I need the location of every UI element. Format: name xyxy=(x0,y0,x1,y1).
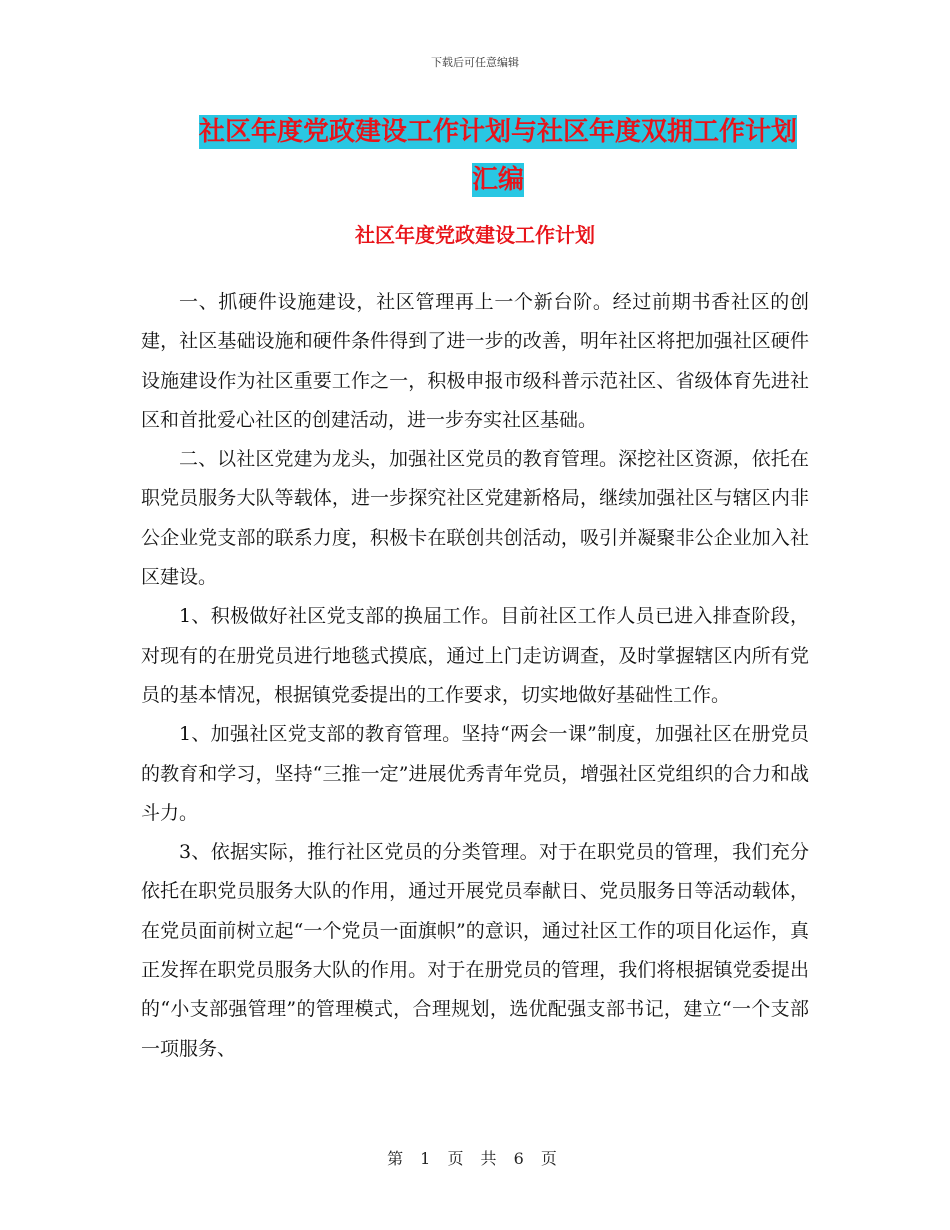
paragraph: 一、抓硬件设施建设，社区管理再上一个新台阶。经过前期书香社区的创建，社区基础设施和硬件条件得到了进一步的改善，明年社区将把加强社区硬件设施建设作为社区重要工作之一，积极申报市级科普示范社区、省级体育先进社区和首批爱心社区的创建活动，进一步夯实社区基础。 xyxy=(141,291,809,431)
document-title xyxy=(188,108,808,204)
paragraph: 3、依据实际，推行社区党员的分类管理。对于在职党员的管理，我们充分依托在职党员服务大队的作用，通过开展党员奉献日、党员服务日等活动载体，在党员面前树立起“一个党员一面旗帜”的意识，通过社区工作的项目化运作，真正发挥在职党员服务大队的作用。对于在册党员的管理，我们将根据镇党委提出的“小支部强管理”的管理模式，合理规划，选优配强支部书记，建立“一个支部一项服务、 xyxy=(141,841,809,1060)
paragraph: 1、加强社区党支部的教育管理。坚持“两会一课”制度，加强社区在册党员的教育和学习，坚持“三推一定”进展优秀青年党员，增强社区党组织的合力和战斗力。 xyxy=(141,723,809,824)
section-title: 社区年度党政建设工作计划 xyxy=(355,223,595,247)
paragraph: 1、积极做好社区党支部的换届工作。目前社区工作人员已进入排查阶段，对现有的在册党员进行地毯式摸底，通过上门走访调查，及时掌握辖区内所有党员的基本情况，根据镇党委提出的工作要求，切实地做好基础性工作。 xyxy=(141,605,809,706)
document-title-text: 社区年度党政建设工作计划与社区年度双拥工作计划汇编 xyxy=(198,117,797,195)
body-text xyxy=(141,283,809,1069)
paragraph: 二、以社区党建为龙头，加强社区党员的教育管理。深挖社区资源，依托在职党员服务大队等载体，进一步探究社区党建新格局，继续加强社区与辖区内非公企业党支部的联系力度，积极卡在联创共创活动，吸引并凝聚非公企业加入社区建设。 xyxy=(141,448,809,589)
page-footer: 第 1 页 共 6 页 xyxy=(387,1149,563,1168)
header-note: 下载后可任意编辑 xyxy=(431,56,519,69)
